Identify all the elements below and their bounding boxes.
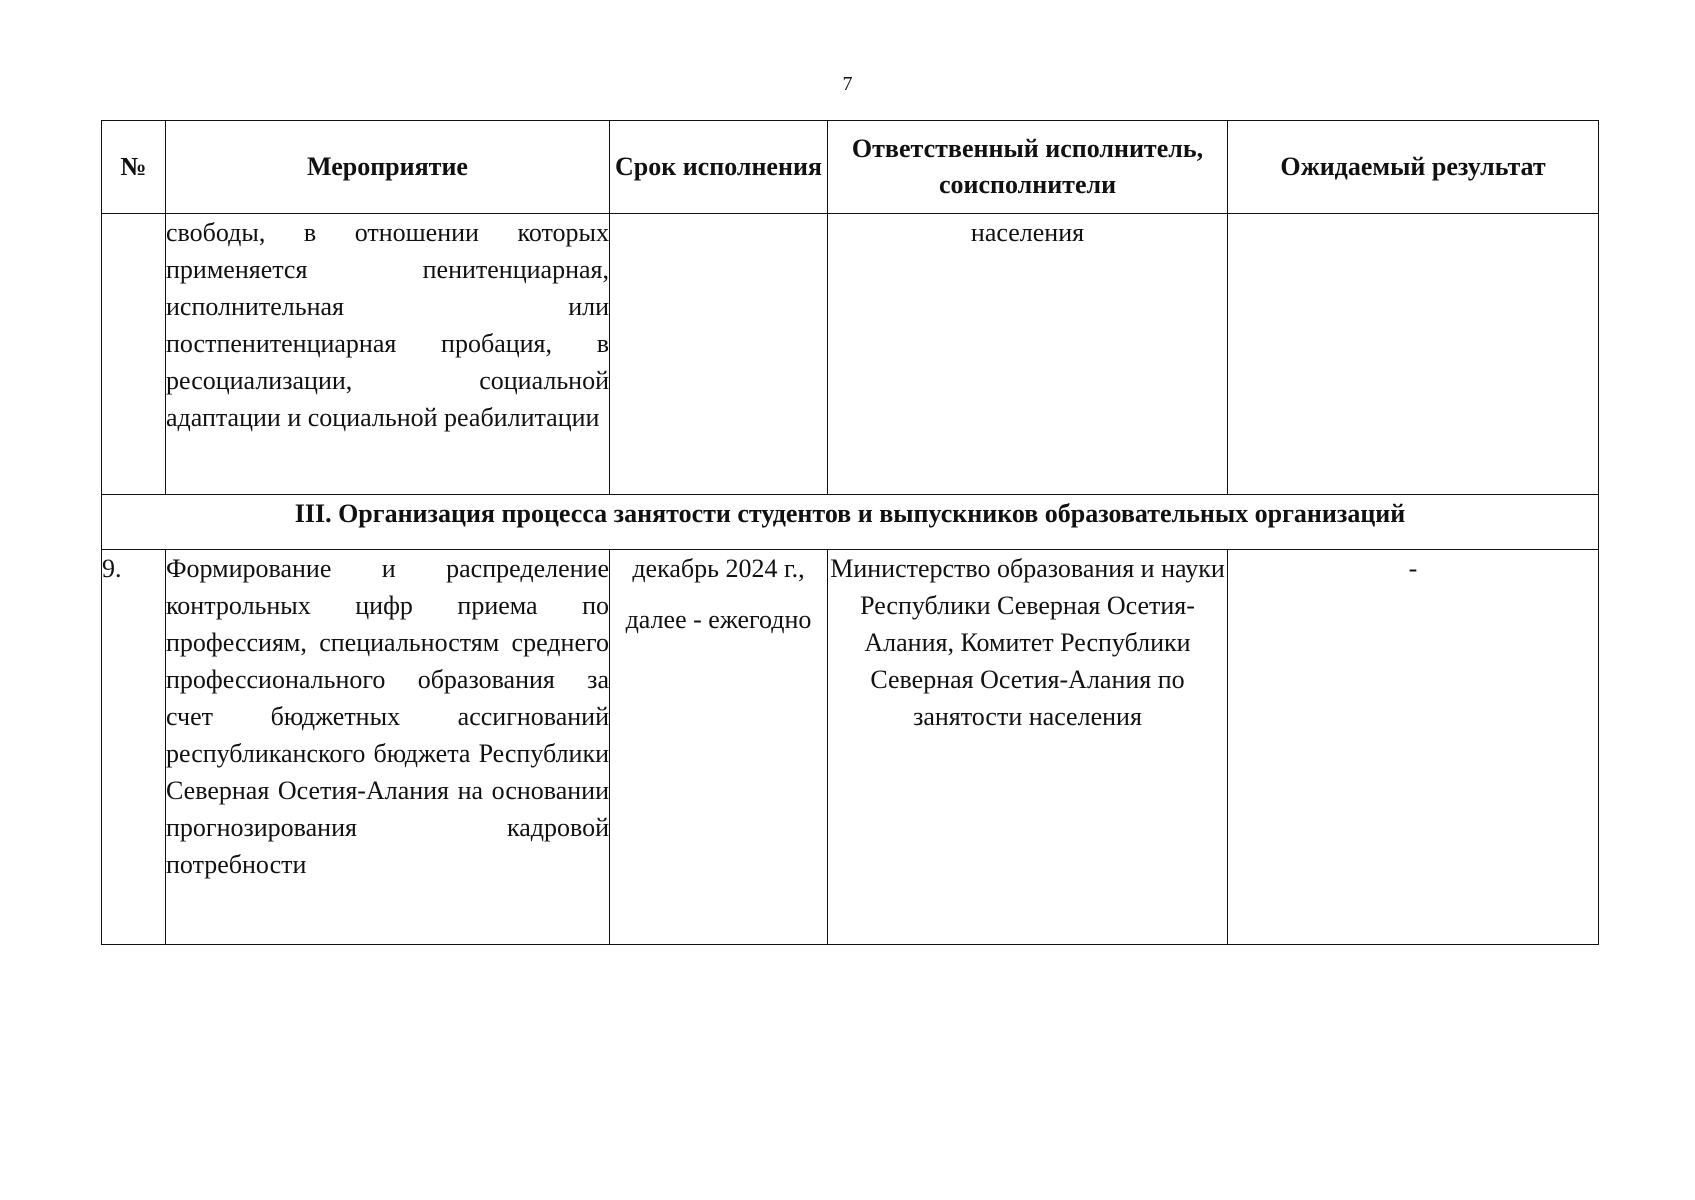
header-responsible: Ответственный исполнитель, соисполнители xyxy=(828,121,1228,214)
table-row-continuation xyxy=(102,214,1599,495)
section-row xyxy=(102,495,1599,550)
term-start: декабрь 2024 г., xyxy=(632,554,805,583)
header-result: Ожидаемый результат xyxy=(1228,121,1599,214)
header-row xyxy=(102,121,1599,214)
table-header xyxy=(102,121,1599,214)
plan-table xyxy=(101,120,1599,945)
cell-num: 9. xyxy=(102,550,166,945)
cell-responsible: Министерство образования и науки Республики Северная Осетия-Алания, Комитет Республики Северная Осетия-Алания по занятости населения xyxy=(828,550,1228,945)
header-num: № xyxy=(102,121,166,214)
page-number: 7 xyxy=(842,73,853,95)
cell-event: Формирование и распределение контрольных цифр приема по профессиям, специальностям среднего профессионального образования за счет бюджетных ассигнований республиканского бюджета Республики Северная Осетия-Алания на основании прогнозирования кадровой потребности xyxy=(166,550,610,945)
cell-term xyxy=(610,550,828,945)
cell-responsible: населения xyxy=(828,214,1228,495)
cell-result xyxy=(1228,214,1599,495)
header-term: Срок исполнения xyxy=(610,121,828,214)
header-event: Мероприятие xyxy=(166,121,610,214)
cell-result: - xyxy=(1228,550,1599,945)
cell-num xyxy=(102,214,166,495)
cell-term xyxy=(610,214,828,495)
table-row-9 xyxy=(102,550,1599,945)
term-repeat: далее - ежегодно xyxy=(625,605,812,634)
section-title: III. Организация процесса занятости студентов и выпускников образовательных организаций xyxy=(102,495,1599,550)
cell-event: свободы, в отношении которых применяется пенитенциарная, исполнительная или постпенитенциарная пробация, в ресоциализации, социальной адаптации и социальной реабилитации xyxy=(166,214,610,495)
